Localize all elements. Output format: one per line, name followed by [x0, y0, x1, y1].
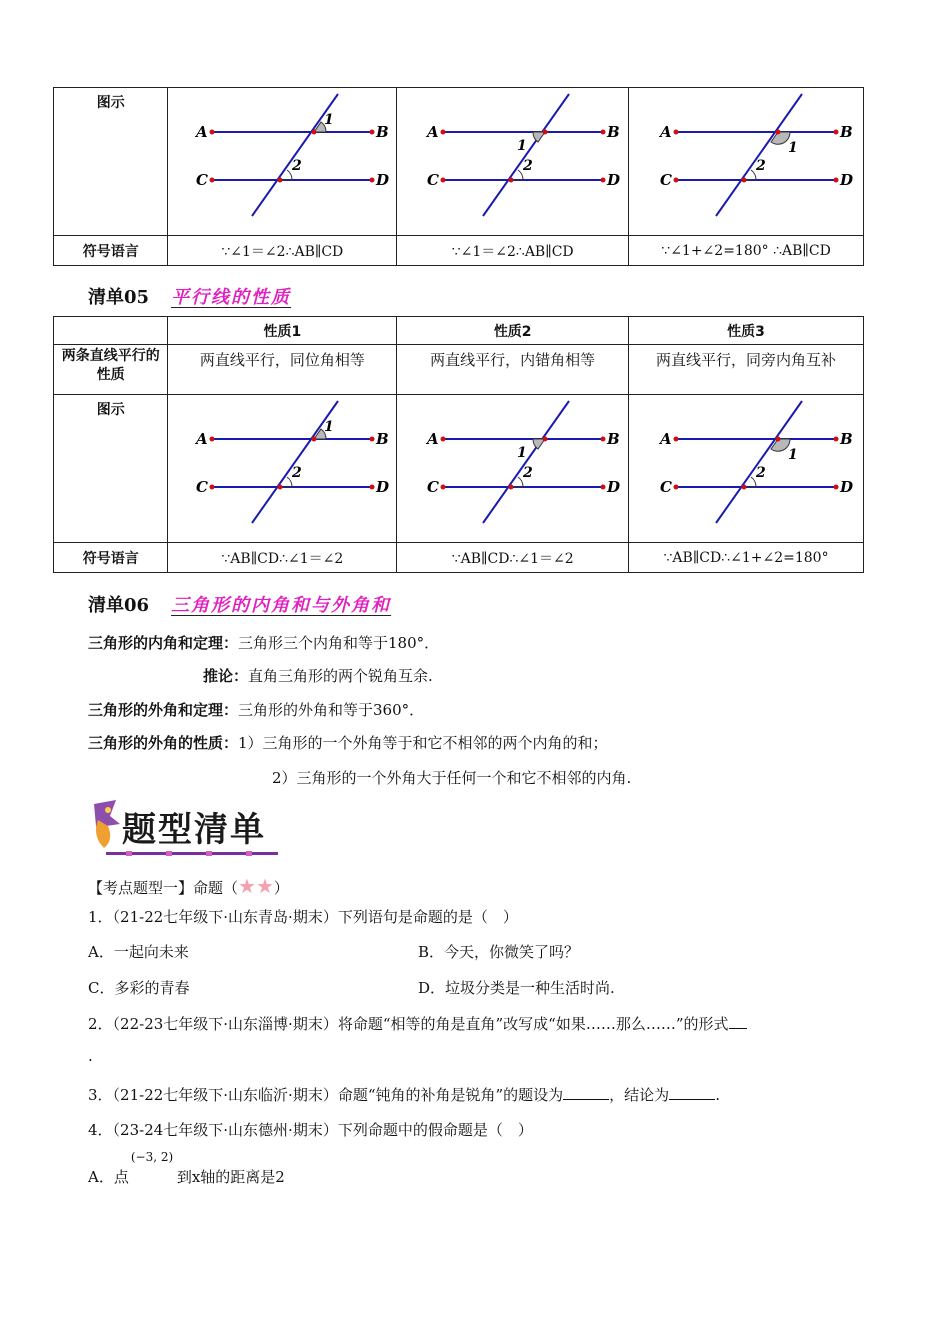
label-c: C — [196, 170, 209, 189]
question-3 — [88, 1084, 720, 1105]
table-row — [54, 236, 864, 266]
row-label-property: 两条直线平行的性质 — [54, 345, 168, 395]
question-2 — [88, 1013, 747, 1034]
label-c: C — [660, 477, 672, 496]
property-cell: 两直线平行，同旁内角互补 — [629, 345, 864, 395]
label-b: B — [376, 429, 390, 448]
section-number: 清单06 — [88, 595, 150, 616]
intersect-2 — [508, 177, 513, 182]
intersect-1 — [776, 436, 781, 441]
parallel-properties-table — [53, 316, 864, 573]
label-angle-1: 1 — [516, 137, 527, 154]
point-d — [600, 177, 605, 182]
question-type-heading — [88, 874, 289, 898]
point-d — [370, 177, 375, 182]
point-c — [440, 177, 445, 182]
label-b: B — [376, 122, 390, 141]
table-row — [54, 345, 864, 395]
point-c — [674, 484, 679, 489]
answer-blank[interactable] — [669, 1085, 715, 1100]
question-1-option-b: B．今天，你微笑了吗？ — [418, 943, 580, 961]
label-a: A — [660, 429, 672, 448]
label-angle-1: 1 — [324, 418, 335, 435]
intersect-1 — [312, 436, 317, 441]
point-d — [370, 484, 375, 489]
figure-cell — [629, 88, 864, 236]
type-prefix: 【考点题型一】命题（ — [88, 879, 239, 897]
intersect-2 — [742, 484, 747, 489]
point-b — [370, 129, 375, 134]
theorem-label: 三角形的内角和定理： — [88, 634, 239, 652]
transversal — [483, 94, 569, 216]
point-b — [834, 129, 839, 134]
label-b: B — [840, 429, 853, 448]
symbol-cell: ∵AB∥CD∴∠1＝∠2 — [397, 543, 629, 573]
label-d: D — [606, 477, 620, 496]
question-2-text: 2．（22-23七年级下·山东淄博·期末）将命题“相等的角是直角”改写成“如果……那么……”的形式 — [88, 1015, 729, 1033]
figure-cell — [168, 395, 397, 543]
figure-cell — [629, 395, 864, 543]
column-header: 性质1 — [168, 317, 397, 345]
point-a — [674, 436, 679, 441]
label-c: C — [426, 170, 439, 189]
intersect-2 — [278, 484, 283, 489]
parallel-lines-figure — [413, 399, 620, 539]
label-b: B — [606, 429, 620, 448]
parallel-lines-figure — [182, 92, 390, 232]
label-angle-1: 1 — [516, 444, 527, 461]
figure-cell — [397, 88, 629, 236]
label-angle-1: 1 — [324, 111, 335, 128]
label-angle-2: 2 — [522, 464, 533, 481]
label-d: D — [606, 170, 620, 189]
table-row — [54, 88, 864, 236]
column-header: 性质2 — [397, 317, 629, 345]
question-list-banner — [86, 796, 286, 862]
theorem-label: 推论： — [203, 667, 249, 685]
theorem-line — [203, 665, 433, 686]
answer-blank[interactable] — [729, 1014, 747, 1029]
intersect-2 — [508, 484, 513, 489]
section-title: 平行线的性质 — [171, 287, 292, 308]
property-cell: 两直线平行，同位角相等 — [168, 345, 397, 395]
star-icon: ★ — [255, 874, 274, 898]
symbol-cell: ∵∠1＝∠2∴AB∥CD — [168, 236, 397, 266]
label-b: B — [840, 122, 853, 141]
question-1-option-c: C．多彩的青春 — [88, 979, 190, 997]
point-a — [210, 436, 215, 441]
point-math — [129, 1150, 177, 1186]
point-a — [674, 129, 679, 134]
row-label-symbol: 符号语言 — [54, 543, 168, 573]
parallel-lines-figure — [182, 399, 390, 539]
row-label-diagram: 图示 — [54, 88, 168, 236]
section-heading-06 — [88, 591, 391, 617]
theorem-text: 三角形三个内角和等于180°． — [238, 634, 440, 652]
parallel-criteria-table — [53, 87, 864, 266]
figure-cell — [168, 88, 397, 236]
label-c: C — [660, 170, 672, 189]
section-number: 清单05 — [88, 287, 150, 308]
intersect-1 — [312, 129, 317, 134]
empty-corner-cell — [54, 317, 168, 345]
intersect-1 — [542, 436, 547, 441]
label-angle-2: 2 — [292, 157, 303, 174]
question-3-end: . — [715, 1086, 720, 1104]
point-a — [210, 129, 215, 134]
question-1-option-d: D．垃圾分类是一种生活时尚. — [418, 979, 615, 997]
label-a: A — [196, 429, 208, 448]
table-row — [54, 317, 864, 345]
label-angle-2: 2 — [756, 157, 766, 174]
label-angle-2: 2 — [292, 464, 303, 481]
intersect-1 — [542, 129, 547, 134]
option-suffix: 到x轴的距离是2 — [176, 1168, 285, 1186]
row-label-symbol: 符号语言 — [54, 236, 168, 266]
label-c: C — [196, 477, 209, 496]
point-c — [210, 484, 215, 489]
parallel-lines-figure — [646, 399, 854, 539]
intersect-1 — [776, 129, 781, 134]
theorem-label: 三角形的外角的性质： — [88, 734, 239, 752]
theorem-line — [88, 632, 439, 653]
parallel-lines-figure — [413, 92, 620, 232]
section-heading-05 — [88, 283, 291, 309]
theorem-label: 三角形的外角和定理： — [88, 701, 239, 719]
label-a: A — [660, 122, 672, 141]
table-row — [54, 395, 864, 543]
symbol-cell: ∵∠1＝∠2∴AB∥CD — [397, 236, 629, 266]
label-b: B — [606, 122, 620, 141]
question-3-text: ，结论为 — [609, 1086, 670, 1104]
label-d: D — [840, 170, 854, 189]
row-label-diagram: 图示 — [54, 395, 168, 543]
point-d — [834, 484, 839, 489]
point-a — [440, 436, 445, 441]
point-b — [834, 436, 839, 441]
figure-cell — [397, 395, 629, 543]
point-b — [600, 436, 605, 441]
label-angle-1: 1 — [788, 139, 798, 156]
point-b — [370, 436, 375, 441]
question-3-text: 3．（21-22七年级下·山东临沂·期末）命题“钝角的补角是锐角”的题设为 — [88, 1086, 564, 1104]
answer-blank[interactable] — [563, 1085, 609, 1100]
label-d: D — [376, 477, 390, 496]
symbol-cell: ∵AB∥CD∴∠1＝∠2 — [168, 543, 397, 573]
label-d: D — [376, 170, 390, 189]
property-cell: 两直线平行，内错角相等 — [397, 345, 629, 395]
table-row — [54, 543, 864, 573]
column-header: 性质3 — [629, 317, 864, 345]
intersect-2 — [742, 177, 747, 182]
question-1-option-a: A．一起向未来 — [88, 943, 189, 961]
star-icon: ★ — [238, 874, 256, 898]
symbol-cell: ∵AB∥CD∴∠1+∠2=180° — [629, 543, 864, 573]
type-suffix: ） — [273, 879, 289, 897]
label-angle-2: 2 — [756, 464, 766, 481]
point-d — [834, 177, 839, 182]
section-title: 三角形的内角和与外角和 — [171, 595, 392, 616]
label-c: C — [426, 477, 439, 496]
transversal — [483, 401, 569, 523]
question-1: 1．（21-22七年级下·山东青岛·期末）下列语句是命题的是（ ） — [88, 908, 518, 926]
point-a — [440, 129, 445, 134]
point-d — [600, 484, 605, 489]
point-coordinate: (−3, 2) — [130, 1150, 174, 1164]
theorem-text: 三角形的外角和等于360°． — [238, 701, 425, 719]
point-b — [600, 129, 605, 134]
question-4: 4．（23-24七年级下·山东德州·期末）下列命题中的假命题是（ ） — [88, 1121, 533, 1139]
theorem-text: 1）三角形的一个外角等于和它不相邻的两个内角的和； — [238, 734, 608, 752]
label-a: A — [426, 429, 439, 448]
point-c — [440, 484, 445, 489]
symbol-cell: ∵∠1+∠2=180° ∴AB∥CD — [629, 236, 864, 266]
label-a: A — [426, 122, 439, 141]
theorem-text: 直角三角形的两个锐角互余. — [248, 667, 433, 685]
theorem-line — [88, 699, 424, 720]
theorem-text: 2）三角形的一个外角大于任何一个和它不相邻的内角. — [272, 769, 632, 787]
question-4-option-a — [88, 1150, 285, 1187]
parallel-lines-figure — [646, 92, 854, 232]
banner-title: 题型清单 — [122, 810, 266, 850]
label-d: D — [840, 477, 854, 496]
point-c — [210, 177, 215, 182]
label-a: A — [196, 122, 208, 141]
point-c — [674, 177, 679, 182]
label-angle-2: 2 — [522, 157, 533, 174]
option-prefix: A．点 — [88, 1168, 129, 1186]
question-2-end: . — [88, 1047, 93, 1065]
theorem-line — [272, 767, 631, 788]
label-angle-1: 1 — [788, 446, 798, 463]
theorem-line — [88, 732, 608, 753]
intersect-2 — [278, 177, 283, 182]
